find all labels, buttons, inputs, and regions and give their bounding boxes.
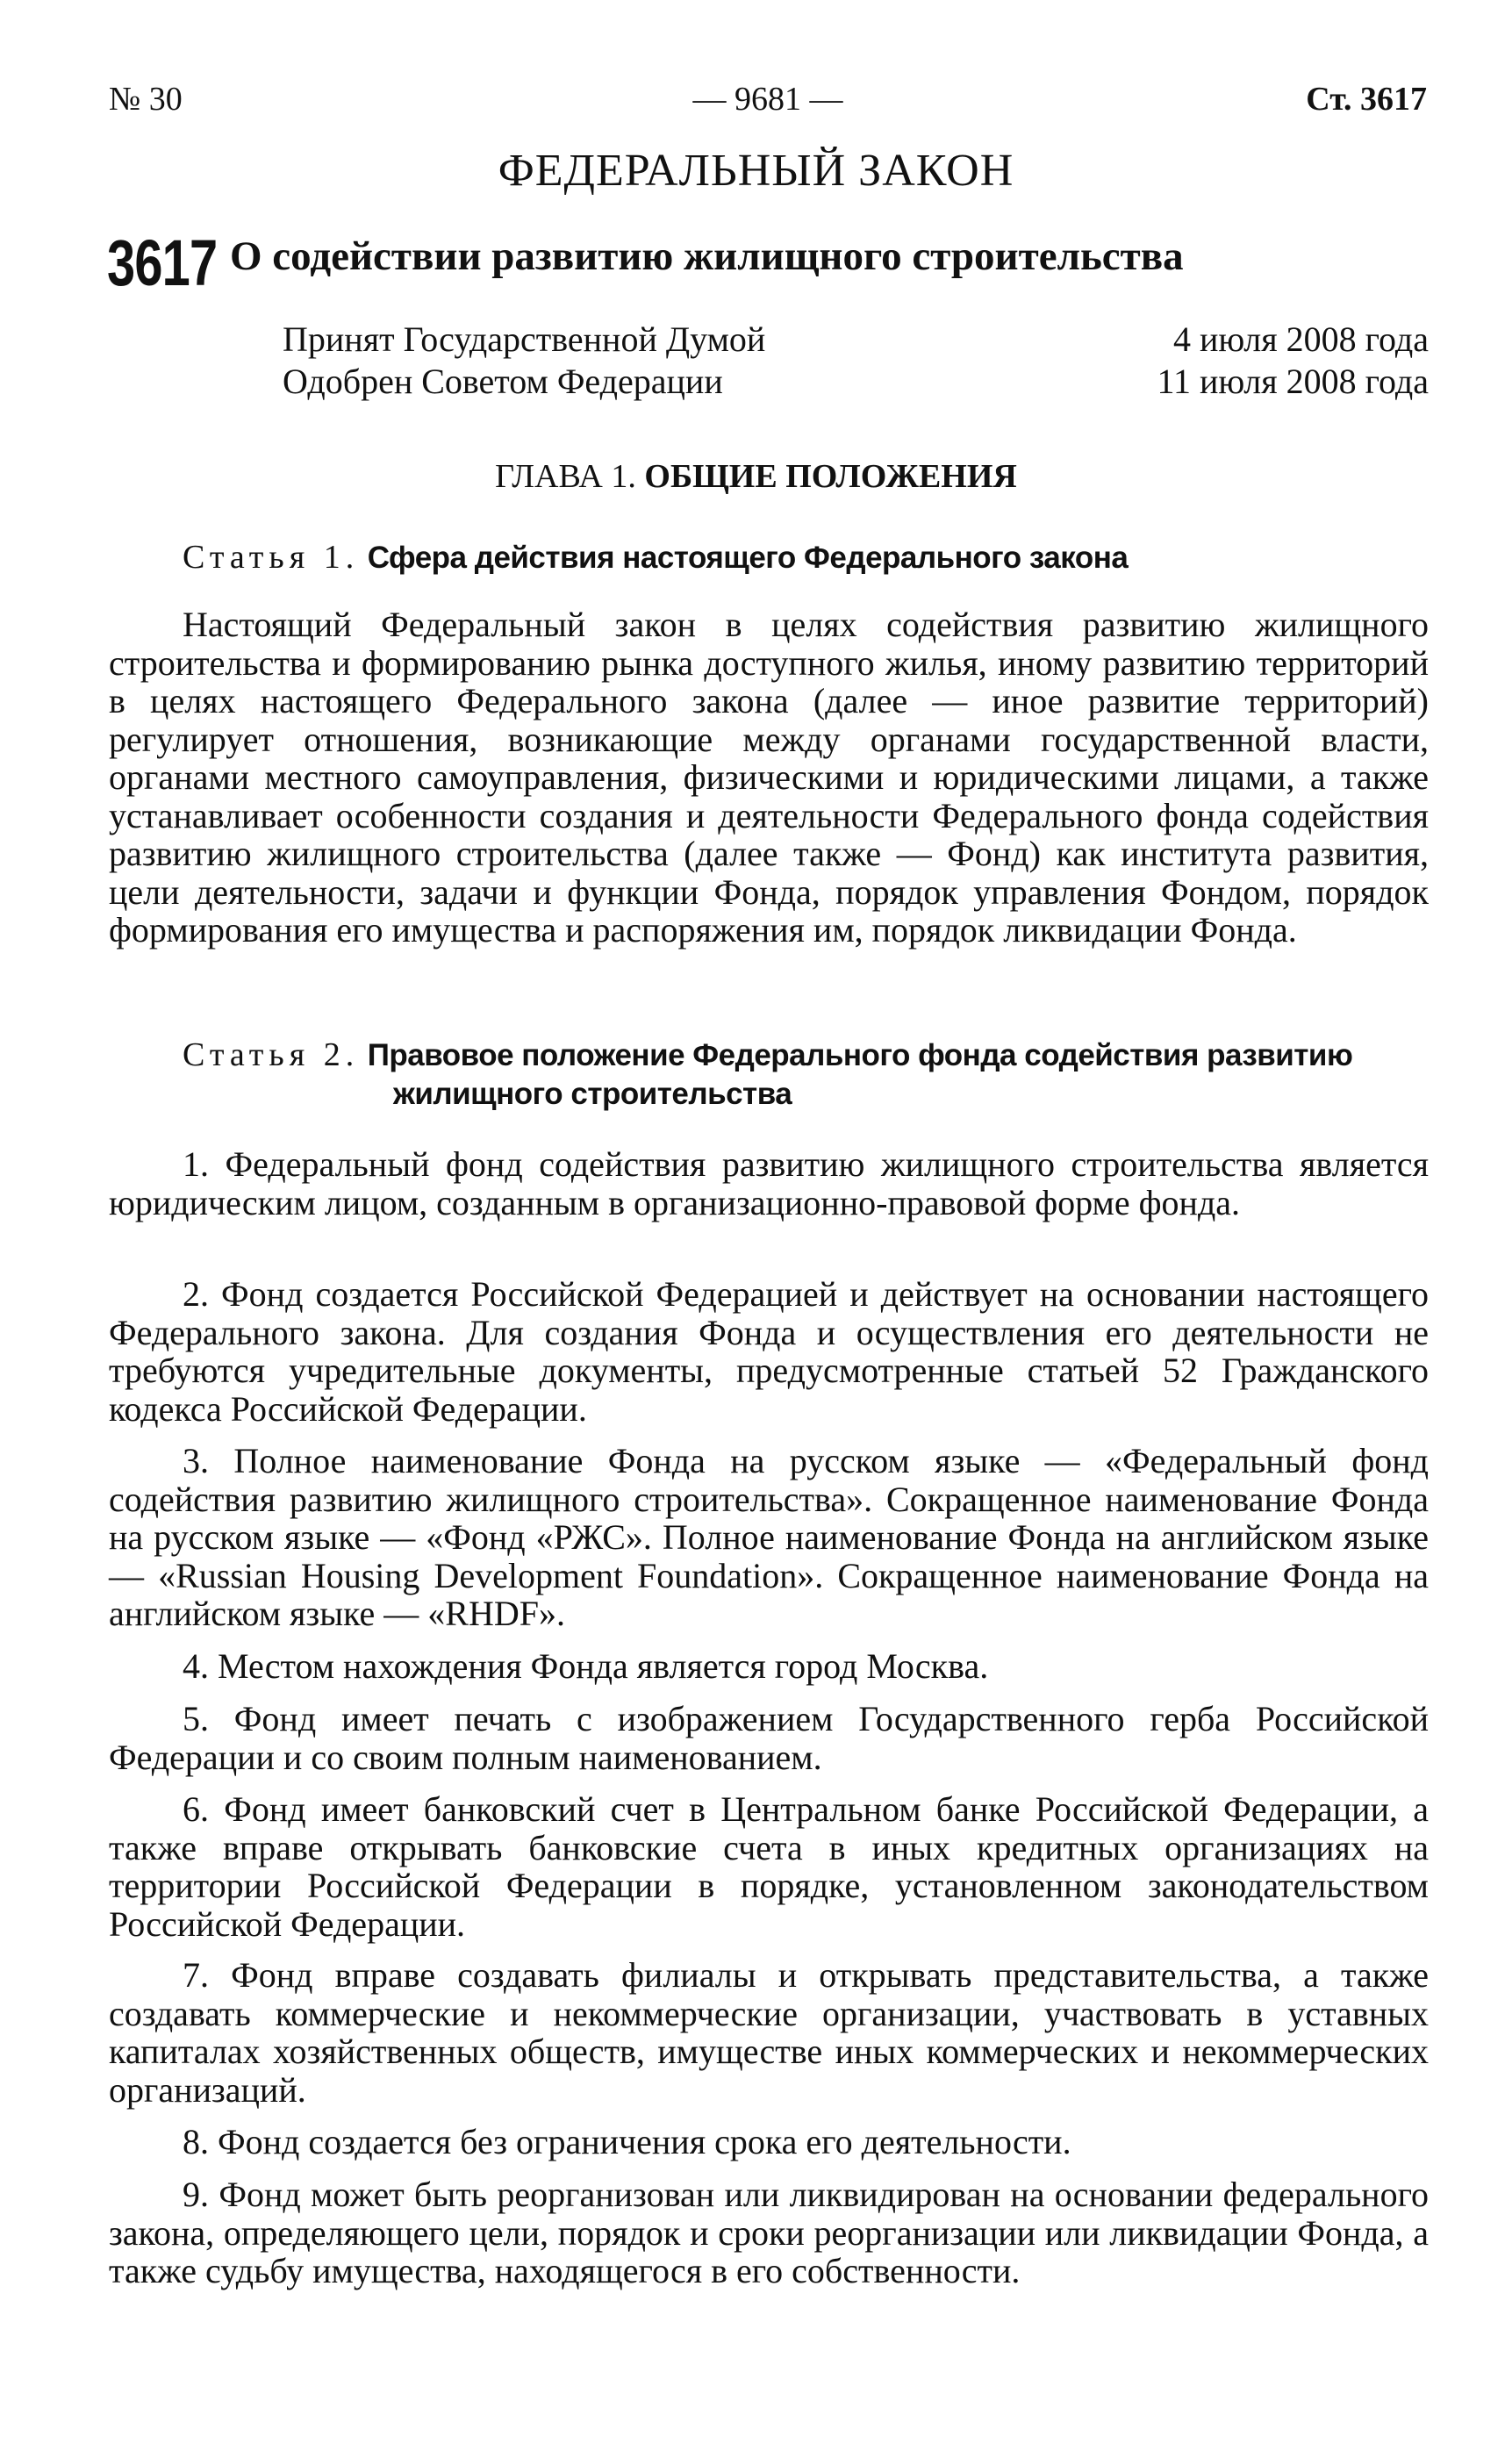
chapter-label: ГЛАВА 1.	[495, 458, 636, 495]
adoption-date: 4 июля 2008 года	[1172, 319, 1429, 359]
article-reference: Ст. 3617	[1306, 81, 1427, 118]
article-2-clause-7: 7. Фонд вправе создавать филиалы и открывать представительства, а также создавать коммерческие и некоммерческие организации, участвовать в уставных капиталах хозяйственных обществ, имуществе иных коммерческих и некоммерческих организаций.	[109, 1955, 1429, 2110]
law-title: О содействии развитию жилищного строительства	[230, 233, 1184, 279]
adoption-date: 11 июля 2008 года	[1157, 362, 1429, 401]
article-2-clause-5: 5. Фонд имеет печать с изображением Государственного герба Российской Федерации и со своим полным наименованием.	[109, 1699, 1429, 1777]
article-2-clause-6: 6. Фонд имеет банковский счет в Центральном банке Российской Федерации, а также вправе открывать банковские счета в иных кредитных организациях на территории Российской Федерации в порядке, установленном законодательством Российской Федерации.	[109, 1789, 1429, 1944]
article-2-clause-9: 9. Фонд может быть реорганизован или ликвидирован на основании федерального закона, определяющего цели, порядок и сроки реорганизации или ликвидации Фонда, а также судьбу имущества, находящегося в его собственности.	[109, 2175, 1429, 2290]
running-header	[109, 77, 1427, 121]
article-2-clause-8: 8. Фонд создается без ограничения срока его деятельности.	[183, 2122, 1071, 2161]
adoption-row-federation-council	[283, 360, 1429, 404]
article-1-heading	[183, 538, 1429, 577]
article-label: Статья 1.	[183, 539, 360, 576]
issue-number: № 30	[109, 81, 183, 118]
article-label: Статья 2.	[183, 1036, 360, 1073]
article-2-clause-3: 3. Полное наименование Фонда на русском языке — «Федеральный фонд содействия развитию жилищного строительства». Сокращенное наименование Фонда на русском языке — «Фонд «РЖС». Полное наименование Фонда на английском языке — «Russian Housing Development Foundation». Сокращенное наименование Фонда на английском языке — «RHDF».	[109, 1441, 1429, 1633]
article-title: Сфера действия настоящего Федерального закона	[367, 541, 1129, 575]
article-title: Правовое положение Федерального фонда содействия развитию	[367, 1038, 1353, 1072]
article-title-continuation: жилищного строительства	[393, 1077, 792, 1111]
chapter-title: ОБЩИЕ ПОЛОЖЕНИЯ	[644, 458, 1017, 495]
article-2-clause-1: 1. Федеральный фонд содействия развитию жилищного строительства является юридическим лицом, созданным в организационно-правовой форме фонда.	[109, 1144, 1429, 1222]
act-number: 3617	[107, 226, 218, 299]
adoption-label: Принят Государственной Думой	[283, 319, 766, 359]
article-1-paragraph: Настоящий Федеральный закон в целях содействия развитию жилищного строительства и формированию рынка доступного жилья, иному развитию территорий в целях настоящего Федерального закона (далее — иное развитие территорий) регулирует отношения, возникающие между органами государственной власти, органами местного самоуправления, физическими и юридическими лицами, а также устанавливает особенности создания и деятельности Федерального фонда содействия развитию жилищного строительства (далее также — Фонд) как института развития, цели деятельности, задачи и функции Фонда, порядок управления Фондом, порядок формирования его имущества и распоряжения им, порядок ликвидации Фонда.	[109, 605, 1429, 950]
article-2-heading	[183, 1036, 1429, 1114]
adoption-row-duma	[283, 318, 1429, 362]
page-number: — 9681 —	[692, 81, 843, 118]
law-type-heading: ФЕДЕРАЛЬНЫЙ ЗАКОН	[498, 146, 1014, 196]
article-2-clause-2: 2. Фонд создается Российской Федерацией и действует на основании настоящего Федерального закона. Для создания Фонда и осуществления его деятельности не требуются учредительные документы, предусмотренные статьей 52 Гражданского кодекса Российской Федерации.	[109, 1274, 1429, 1429]
chapter-heading	[0, 455, 1512, 498]
adoption-label: Одобрен Советом Федерации	[283, 362, 723, 401]
article-2-clause-4: 4. Местом нахождения Фонда является город Москва.	[183, 1646, 989, 1686]
